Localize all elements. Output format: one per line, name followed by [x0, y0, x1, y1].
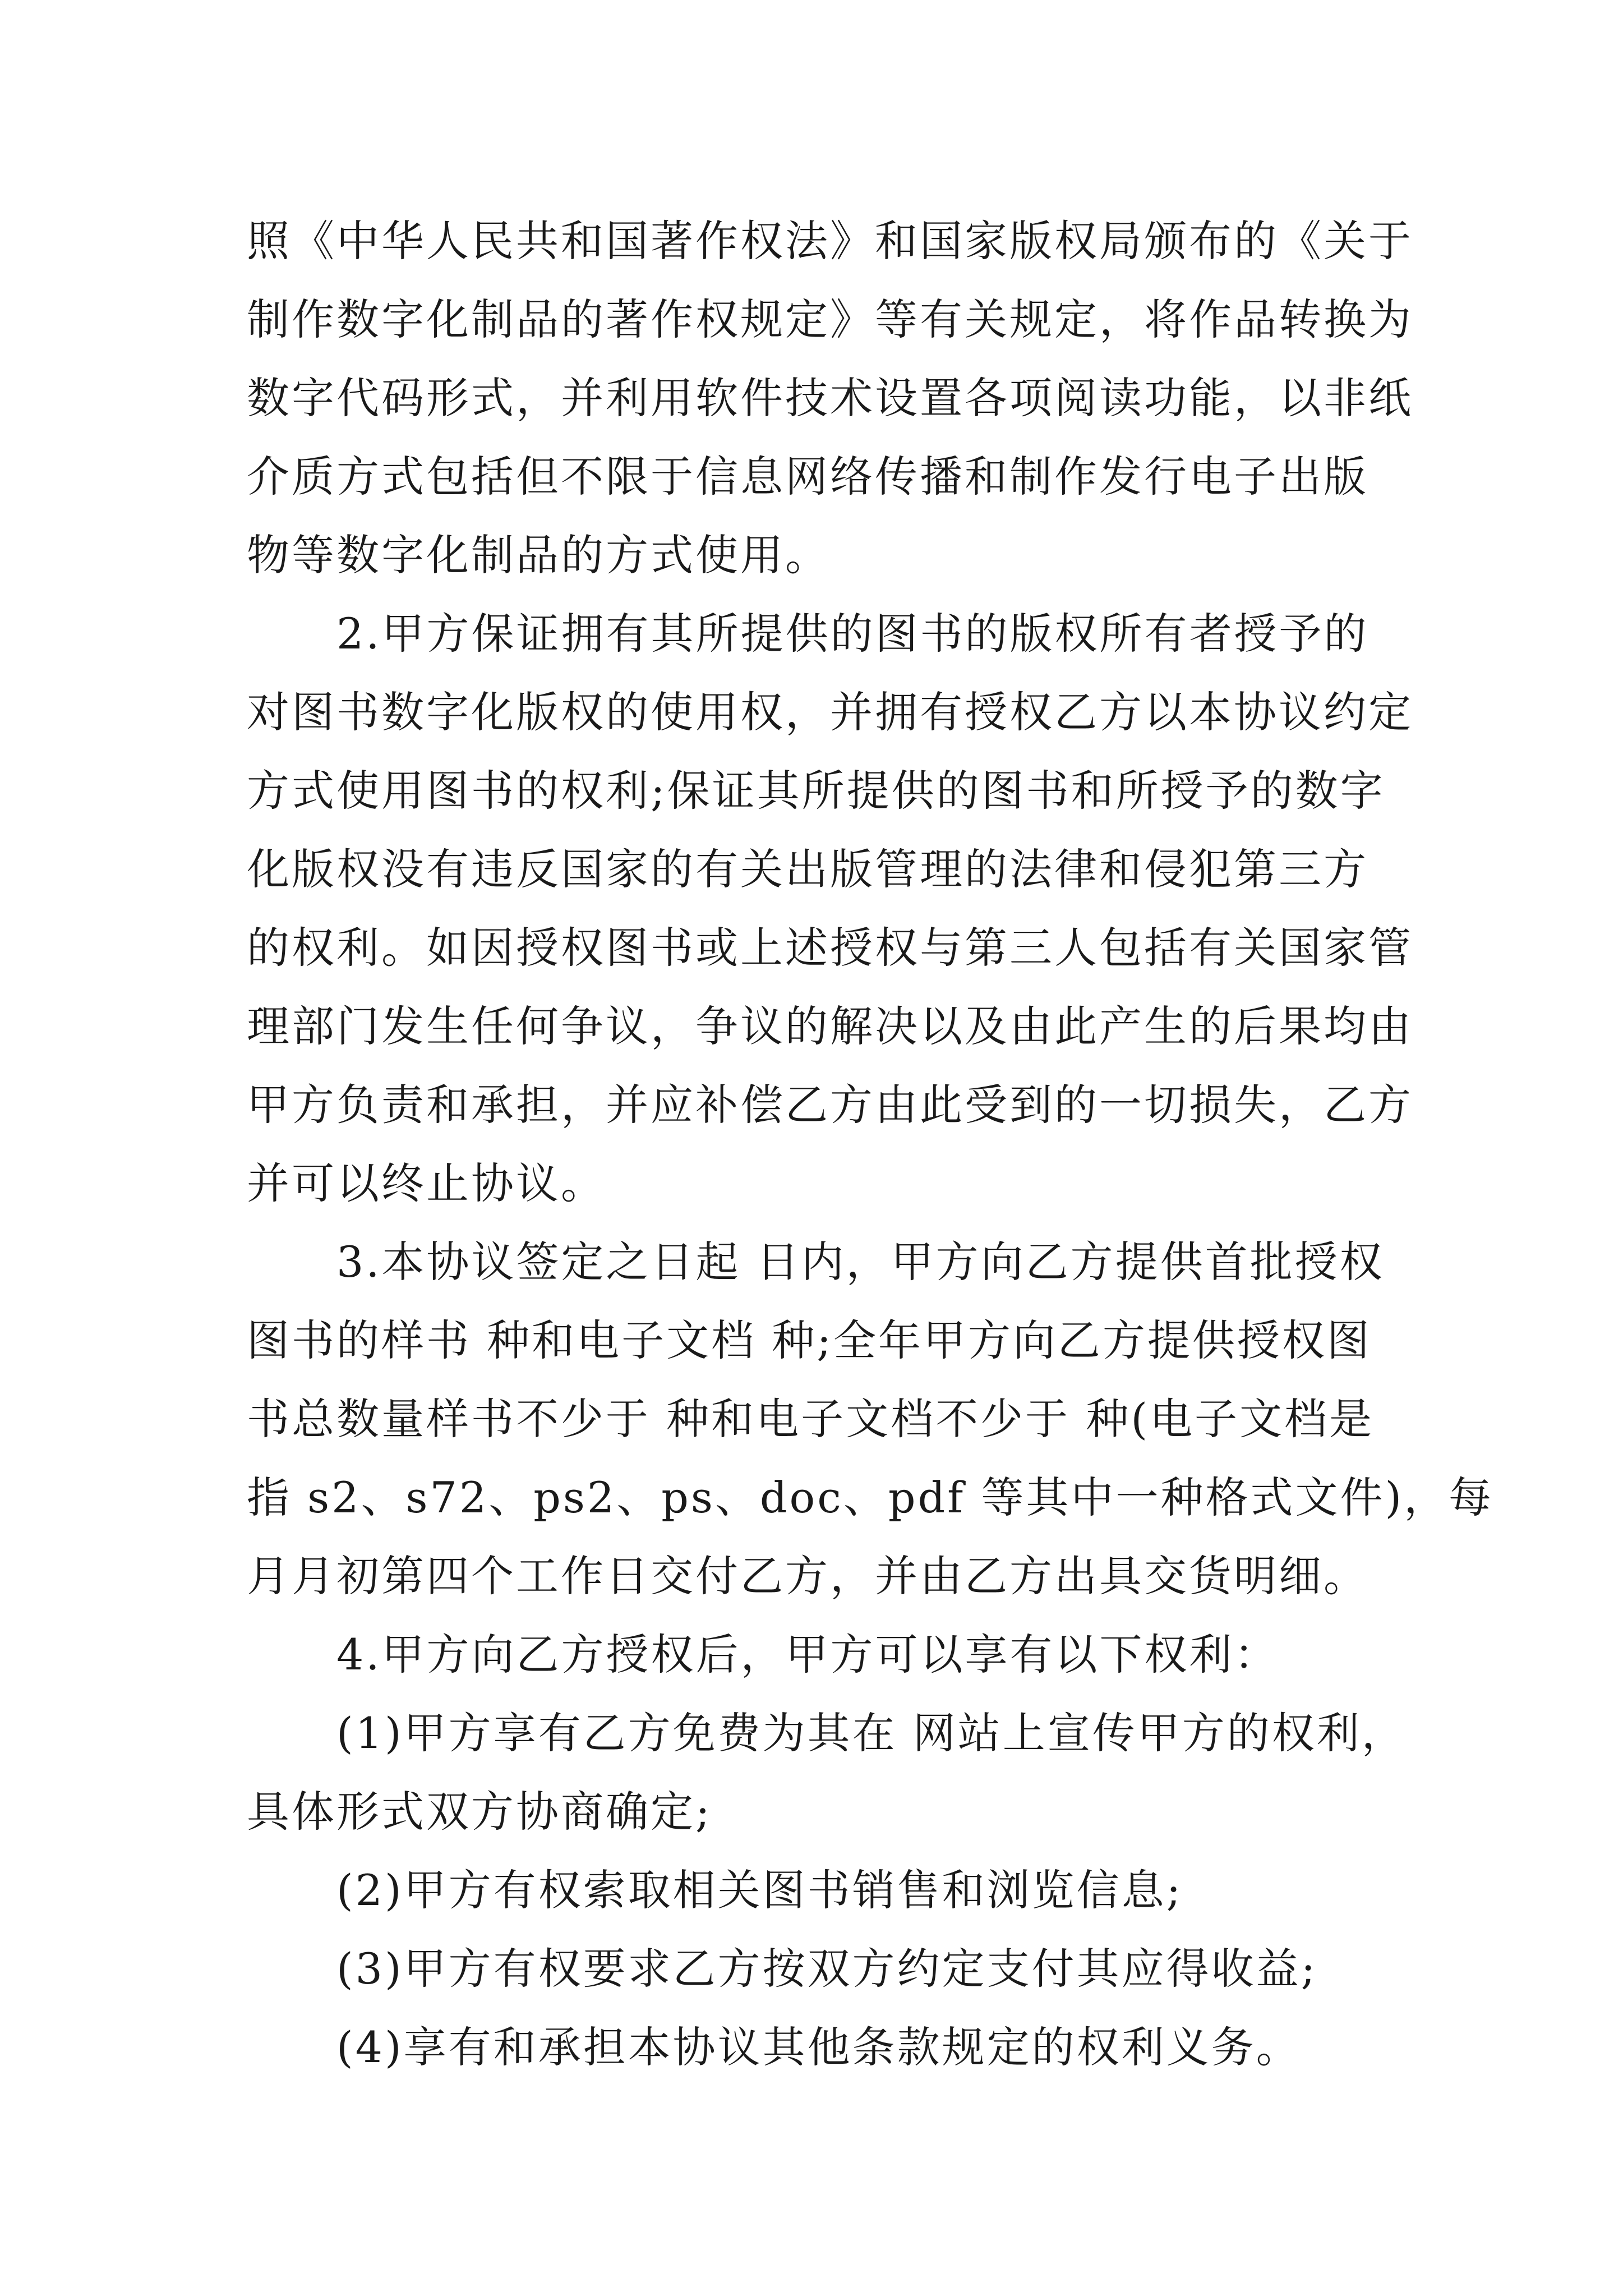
text-line: 并可以终止协议。 [247, 1158, 606, 1208]
paragraph-item-4 [247, 2008, 1391, 2087]
text-line: 月月初第四个工作日交付乙方，并由乙方出具交货明细。 [247, 1551, 1368, 1601]
text-line: 物等数字化制品的方式使用。 [247, 530, 830, 580]
paragraph-continuation [247, 202, 1413, 595]
text-line: 4.甲方向乙方授权后，甲方可以享有以下权利： [336, 1630, 1279, 1680]
paragraph-clause-4 [247, 1616, 1391, 1694]
text-line: (4)享有和承担本协议其他条款规定的权利义务。 [336, 2022, 1301, 2072]
text-line: (2)甲方有权索取相关图书销售和浏览信息; [336, 1865, 1183, 1915]
text-line: 具体形式双方协商确定; [247, 1787, 712, 1837]
text-line: 3.本协议签定之日起 日内，甲方向乙方提供首批授权 [336, 1237, 1385, 1287]
text-line: 2.甲方保证拥有其所提供的图书的版权所有者授予的 [336, 609, 1369, 659]
document-body [247, 202, 1494, 2087]
text-line: 书总数量样书不少于 种和电子文档不少于 种(电子文档是 [247, 1394, 1374, 1444]
paragraph-item-1 [247, 1694, 1407, 1851]
paragraph-clause-2 [247, 595, 1413, 1223]
text-line: 理部门发生任何争议，争议的解决以及由此产生的后果均由 [247, 1001, 1413, 1051]
text-line: (3)甲方有权要求乙方按双方约定支付其应得收益; [336, 1944, 1318, 1994]
text-line: 介质方式包括但不限于信息网络传播和制作发行电子出版 [247, 452, 1368, 501]
text-line: 对图书数字化版权的使用权，并拥有授权乙方以本协议约定 [247, 687, 1413, 737]
text-line: 方式使用图书的权利;保证其所提供的图书和所授予的数字 [247, 766, 1385, 816]
text-line: 照《中华人民共和国著作权法》和国家版权局颁布的《关于 [247, 216, 1413, 266]
paragraph-item-2 [247, 1851, 1391, 1930]
text-line: 制作数字化制品的著作权规定》等有关规定，将作品转换为 [247, 295, 1413, 344]
paragraph-clause-3 [247, 1223, 1494, 1616]
text-line: 化版权没有违反国家的有关出版管理的法律和侵犯第三方 [247, 844, 1368, 894]
text-line: 甲方负责和承担，并应补偿乙方由此受到的一切损失，乙方 [247, 1080, 1413, 1130]
text-line: 的权利。如因授权图书或上述授权与第三人包括有关国家管 [247, 923, 1413, 973]
paragraph-item-3 [247, 1930, 1391, 2008]
text-line: 指 s2、s72、ps2、ps、doc、pdf 等其中一种格式文件)，每 [247, 1473, 1494, 1522]
text-line: 数字代码形式，并利用软件技术设置各项阅读功能，以非纸 [247, 373, 1413, 423]
text-line: (1)甲方享有乙方免费为其在 网站上宣传甲方的权利， [336, 1708, 1407, 1758]
text-line: 图书的样书 种和电子文档 种;全年甲方向乙方提供授权图 [247, 1315, 1372, 1365]
